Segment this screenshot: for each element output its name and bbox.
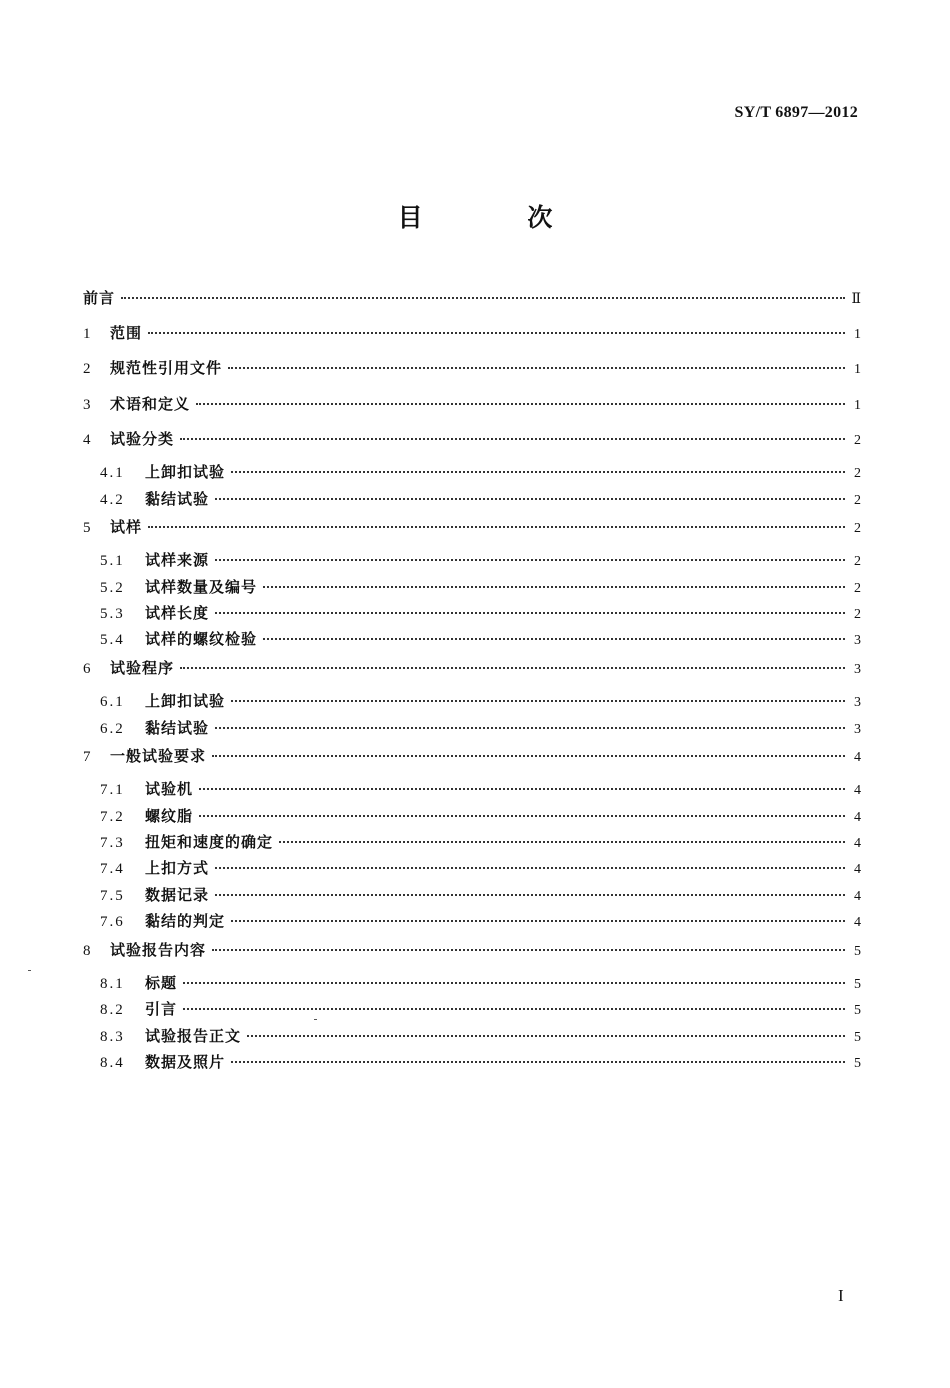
toc-entry-number: 7 (83, 748, 91, 765)
toc-entry-label: 试样来源 (145, 551, 210, 570)
toc-entry-number: 8 (83, 942, 91, 959)
dot-leader (199, 815, 845, 817)
toc-entry-number: 7.6 (100, 914, 125, 931)
toc-entry-number: 3 (83, 396, 91, 413)
toc-entry-page: 4 (854, 862, 861, 878)
toc-entry-22[interactable] (83, 936, 861, 971)
toc-entry-page: 5 (854, 943, 861, 959)
toc-entry-label: 试样长度 (145, 604, 210, 623)
standard-code: SY/T 6897—2012 (734, 104, 858, 121)
dot-leader (231, 920, 845, 922)
toc-entry-page: 4 (854, 749, 861, 765)
dot-leader (231, 471, 845, 473)
dot-leader (215, 612, 845, 614)
toc-entry-page: 2 (854, 580, 861, 596)
toc-entry-13[interactable] (83, 689, 861, 715)
toc-entry-7[interactable] (83, 513, 861, 548)
toc-entry-label: 黏结试验 (145, 718, 210, 737)
toc-entry-label: 引言 (145, 1000, 178, 1019)
scan-speck (314, 1019, 317, 1020)
page-number: I (838, 1286, 844, 1305)
toc-entry-17[interactable] (83, 804, 861, 830)
toc-entry-number: 7.3 (100, 834, 125, 851)
toc-entry-5[interactable] (83, 460, 861, 486)
dot-leader (196, 403, 845, 405)
toc-entry-23[interactable] (83, 971, 861, 997)
toc-entry-number: 7.2 (100, 808, 125, 825)
toc-entry-label: 试验报告正文 (145, 1026, 242, 1045)
toc-entry-label: 试验报告内容 (110, 940, 207, 959)
dot-leader (263, 586, 845, 588)
toc-entry-number: 2 (83, 361, 91, 378)
scan-speck (28, 970, 31, 971)
toc-entry-page: 4 (854, 888, 861, 904)
toc-entry-page: 5 (854, 1029, 861, 1045)
dot-leader (279, 841, 845, 843)
toc-entry-label: 试样的螺纹检验 (145, 630, 258, 649)
toc-entry-label: 上卸扣试验 (145, 692, 226, 711)
toc-entry-9[interactable] (83, 575, 861, 601)
toc-entry-page: 2 (854, 520, 861, 536)
toc-entry-2[interactable] (83, 354, 861, 389)
toc-entry-8[interactable] (83, 548, 861, 574)
toc-entry-24[interactable] (83, 997, 861, 1023)
toc-entry-4[interactable] (83, 425, 861, 460)
toc-entry-label: 试验程序 (110, 658, 175, 677)
toc-entry-label: 试验分类 (110, 429, 175, 448)
toc-entry-number: 8.3 (100, 1028, 125, 1045)
dot-leader (183, 1008, 845, 1010)
toc-entry-page: 1 (854, 362, 861, 378)
dot-leader (180, 667, 845, 669)
toc-entry-page: 4 (854, 915, 861, 931)
toc-entry-page: 5 (854, 1003, 861, 1019)
toc-entry-label: 一般试验要求 (110, 746, 207, 765)
toc-entry-page: Ⅱ (851, 292, 861, 307)
page-title: 目 次 (397, 203, 601, 232)
toc-entry-label: 扭矩和速度的确定 (145, 832, 274, 851)
toc-entry-label: 试样数量及编号 (145, 577, 258, 596)
toc-entry-page: 2 (854, 607, 861, 623)
toc-entry-number: 8.2 (100, 1002, 125, 1019)
toc-entry-page: 3 (854, 633, 861, 649)
toc-entry-label: 螺纹脂 (145, 806, 194, 825)
toc-entry-0[interactable] (83, 284, 861, 319)
toc-entry-number: 4.2 (100, 491, 125, 508)
toc-entry-label: 黏结的判定 (145, 912, 226, 931)
toc-entry-26[interactable] (83, 1050, 861, 1076)
toc-entry-page: 4 (854, 835, 861, 851)
toc-entry-number: 6.2 (100, 720, 125, 737)
toc-entry-number: 8.1 (100, 975, 125, 992)
toc-entry-number: 5.4 (100, 632, 125, 649)
toc-entry-11[interactable] (83, 627, 861, 653)
toc-entry-page: 2 (854, 554, 861, 570)
dot-leader (183, 982, 845, 984)
toc-entry-label: 试样 (110, 517, 143, 536)
toc-entry-label: 黏结试验 (145, 489, 210, 508)
dot-leader (148, 332, 845, 334)
toc-entry-number: 5.1 (100, 553, 125, 570)
dot-leader (215, 498, 845, 500)
toc-entry-label: 数据记录 (145, 885, 210, 904)
toc-entry-number: 1 (83, 326, 91, 342)
dot-leader (263, 638, 845, 640)
toc-entry-25[interactable] (83, 1024, 861, 1050)
toc-entry-page: 4 (854, 783, 861, 799)
toc-entry-number: 6 (83, 660, 91, 677)
toc-entry-label: 范围 (110, 324, 143, 342)
toc-entry-20[interactable] (83, 883, 861, 909)
dot-leader (199, 788, 845, 790)
toc-entry-label: 数据及照片 (145, 1053, 226, 1072)
dot-leader (180, 438, 845, 440)
toc-entry-page: 1 (854, 397, 861, 413)
toc-entry-number: 7.1 (100, 782, 125, 799)
toc-entry-number: 7.4 (100, 861, 125, 878)
toc-entry-19[interactable] (83, 856, 861, 882)
toc-entry-6[interactable] (83, 487, 861, 513)
dot-leader (121, 297, 845, 299)
toc-entry-number: 5.3 (100, 606, 125, 623)
toc-entry-15[interactable] (83, 742, 861, 777)
dot-leader (215, 894, 845, 896)
toc-entry-18[interactable] (83, 830, 861, 856)
table-of-contents (83, 284, 861, 1076)
toc-entry-page: 2 (854, 492, 861, 508)
dot-leader (215, 867, 845, 869)
toc-entry-16[interactable] (83, 777, 861, 803)
toc-entry-10[interactable] (83, 601, 861, 627)
dot-leader (148, 526, 845, 528)
dot-leader (228, 367, 845, 369)
dot-leader (231, 1061, 845, 1063)
toc-entry-21[interactable] (83, 909, 861, 935)
toc-entry-label: 前言 (83, 289, 116, 307)
dot-leader (231, 700, 845, 702)
toc-entry-number: 6.1 (100, 694, 125, 711)
toc-entry-page: 5 (854, 1056, 861, 1072)
toc-entry-page: 2 (854, 432, 861, 448)
toc-entry-number: 4 (83, 431, 91, 448)
toc-entry-page: 4 (854, 809, 861, 825)
toc-entry-1[interactable] (83, 319, 861, 354)
toc-entry-number: 5 (83, 519, 91, 536)
dot-leader (212, 755, 845, 757)
toc-entry-label: 试验机 (145, 780, 194, 799)
toc-entry-page: 1 (854, 327, 861, 342)
dot-leader (212, 949, 845, 951)
toc-entry-number: 4.1 (100, 465, 125, 482)
dot-leader (215, 727, 845, 729)
toc-entry-page: 5 (854, 976, 861, 992)
toc-entry-12[interactable] (83, 654, 861, 689)
toc-entry-page: 3 (854, 721, 861, 737)
toc-entry-label: 术语和定义 (110, 394, 191, 413)
toc-entry-label: 上扣方式 (145, 859, 210, 878)
dot-leader (247, 1035, 845, 1037)
toc-entry-number: 5.2 (100, 579, 125, 596)
toc-entry-number: 7.5 (100, 887, 125, 904)
toc-entry-page: 2 (854, 466, 861, 482)
toc-entry-14[interactable] (83, 716, 861, 742)
toc-entry-label: 规范性引用文件 (110, 359, 223, 378)
toc-entry-3[interactable] (83, 390, 861, 425)
toc-entry-page: 3 (854, 661, 861, 677)
toc-entry-number: 8.4 (100, 1055, 125, 1072)
toc-entry-label: 标题 (145, 973, 178, 992)
dot-leader (215, 559, 845, 561)
toc-entry-page: 3 (854, 695, 861, 711)
toc-entry-label: 上卸扣试验 (145, 463, 226, 482)
